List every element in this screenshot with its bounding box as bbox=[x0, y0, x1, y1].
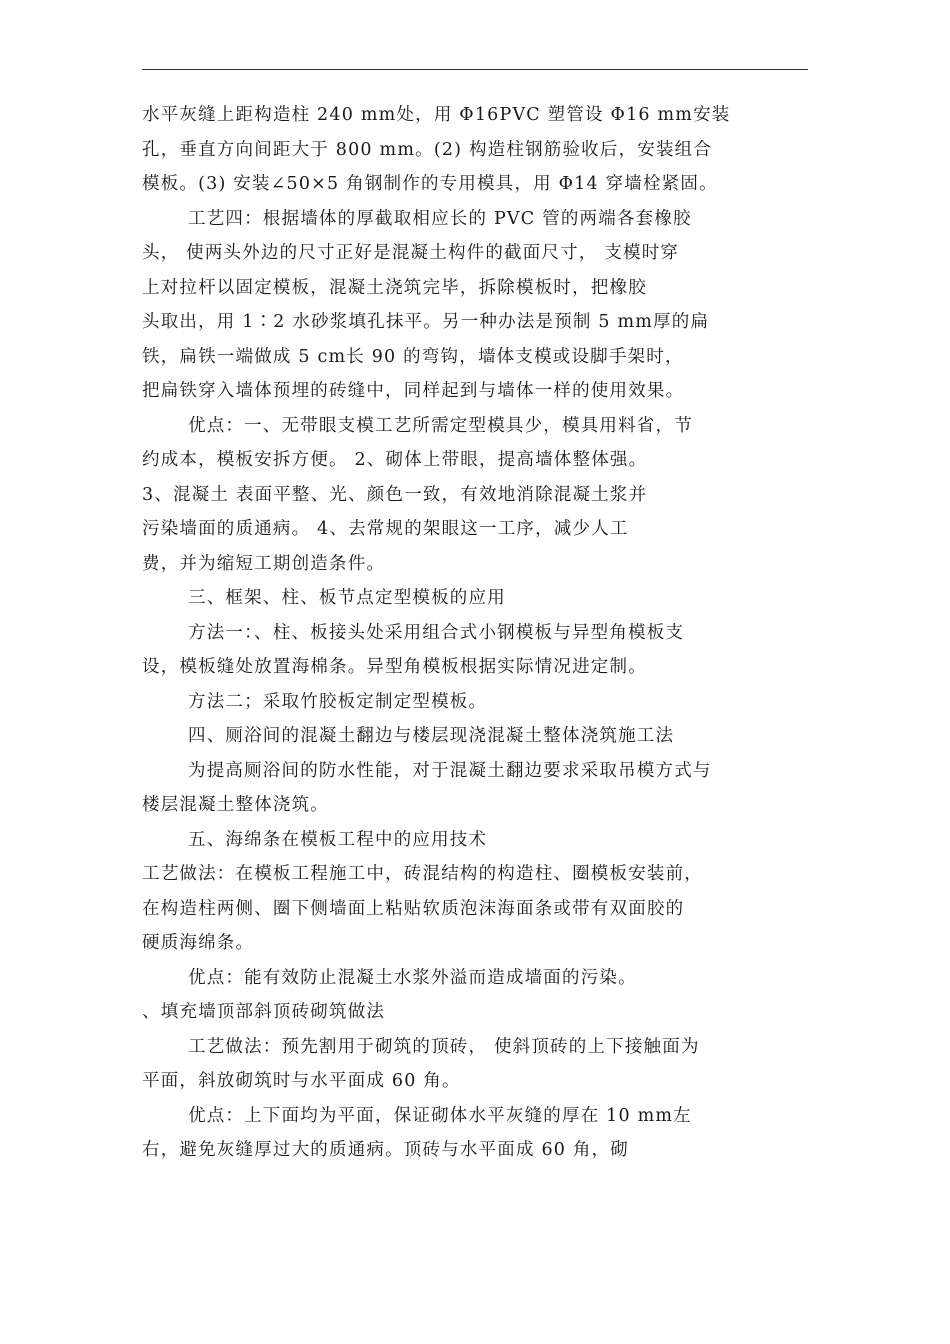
text-line: 五、海绵条在模板工程中的应用技术 bbox=[188, 829, 488, 850]
text-line: 把扁铁穿入墙体预埋的砖缝中，同样起到与墙体一样的使用效果。 bbox=[142, 381, 685, 401]
document-body bbox=[142, 98, 822, 1168]
text-line: 、填充墙顶部斜顶砖砌筑做法 bbox=[142, 1002, 386, 1022]
text-line: 优点：一、无带眼支模工艺所需定型模具少，模具用料省，节 bbox=[188, 415, 693, 436]
text-line: 上对拉杆以固定模板，混凝土浇筑完毕，拆除模板时，把橡胶 bbox=[142, 277, 647, 298]
header-rule bbox=[142, 69, 808, 70]
text-line: 3、混凝土 表面平整、光、颜色一致，有效地消除混凝土浆并 bbox=[142, 484, 648, 505]
text-line: 头取出，用 1∶2 水砂浆填孔抹平。另一种办法是预制 5 mm厚的扁 bbox=[142, 312, 710, 332]
text-line: 优点：能有效防止混凝土水浆外溢而造成墙面的污染。 bbox=[188, 967, 637, 988]
text-line: 设，模板缝处放置海棉条。异型角模板根据实际情况进定制。 bbox=[142, 657, 647, 677]
text-line: 硬质海绵条。 bbox=[142, 933, 255, 953]
text-line: 水平灰缝上距构造柱 240 mm处，用 Φ16PVC 塑管设 Φ16 mm安装 bbox=[142, 105, 731, 125]
text-line: 在构造柱两侧、圈下侧墙面上粘贴软质泡沫海面条或带有双面胶的 bbox=[142, 898, 685, 919]
text-line: 污染墙面的质通病。 4、去常规的架眼这一工序，减少人工 bbox=[142, 519, 629, 539]
text-line: 孔，垂直方向间距大于 800 mm。(2) 构造柱钢筋验收后，安装组合 bbox=[142, 139, 713, 160]
text-line: 四、厕浴间的混凝土翻边与楼层现浇混凝土整体浇筑施工法 bbox=[188, 726, 675, 746]
text-line: 工艺四：根据墙体的厚截取相应长的 PVC 管的两端各套橡胶 bbox=[188, 208, 692, 229]
text-line: 右，避免灰缝厚过大的质通病。顶砖与水平面成 60 角，砌 bbox=[142, 1140, 629, 1160]
text-line: 头， 使两头外边的尺寸正好是混凝土构件的截面尺寸， 支模时穿 bbox=[142, 243, 680, 263]
text-line: 方法二；采取竹胶板定制定型模板。 bbox=[188, 691, 488, 712]
text-line: 优点：上下面均为平面，保证砌体水平灰缝的厚在 10 mm左 bbox=[188, 1105, 692, 1126]
text-line: 模板。(3) 安装∠50×5 角钢制作的专用模具，用 Φ14 穿墙栓紧固。 bbox=[142, 174, 718, 194]
text-line: 方法一：、柱、板接头处采用组合式小钢模板与异型角模板支 bbox=[188, 622, 685, 643]
text-line: 约成本，模板安拆方便。 2、砌体上带眼，提高墙体整体强。 bbox=[142, 450, 648, 470]
text-line: 费，并为缩短工期创造条件。 bbox=[142, 553, 386, 574]
text-line: 铁，扁铁一端做成 5 cm长 90 的弯钩，墙体支模或设脚手架时， bbox=[142, 346, 684, 367]
text-line: 楼层混凝土整体浇筑。 bbox=[142, 795, 329, 815]
text-line: 三、框架、柱、板节点定型模板的应用 bbox=[188, 588, 506, 608]
text-line: 平面，斜放砌筑时与水平面成 60 角。 bbox=[142, 1071, 461, 1091]
text-line: 为提高厕浴间的防水性能，对于混凝土翻边要求采取吊模方式与 bbox=[188, 760, 712, 781]
text-line: 工艺做法：预先割用于砌筑的顶砖， 使斜顶砖的上下接触面为 bbox=[188, 1036, 700, 1057]
text-line: 工艺做法：在模板工程施工中，砖混结构的构造柱、圈模板安装前， bbox=[142, 864, 703, 884]
